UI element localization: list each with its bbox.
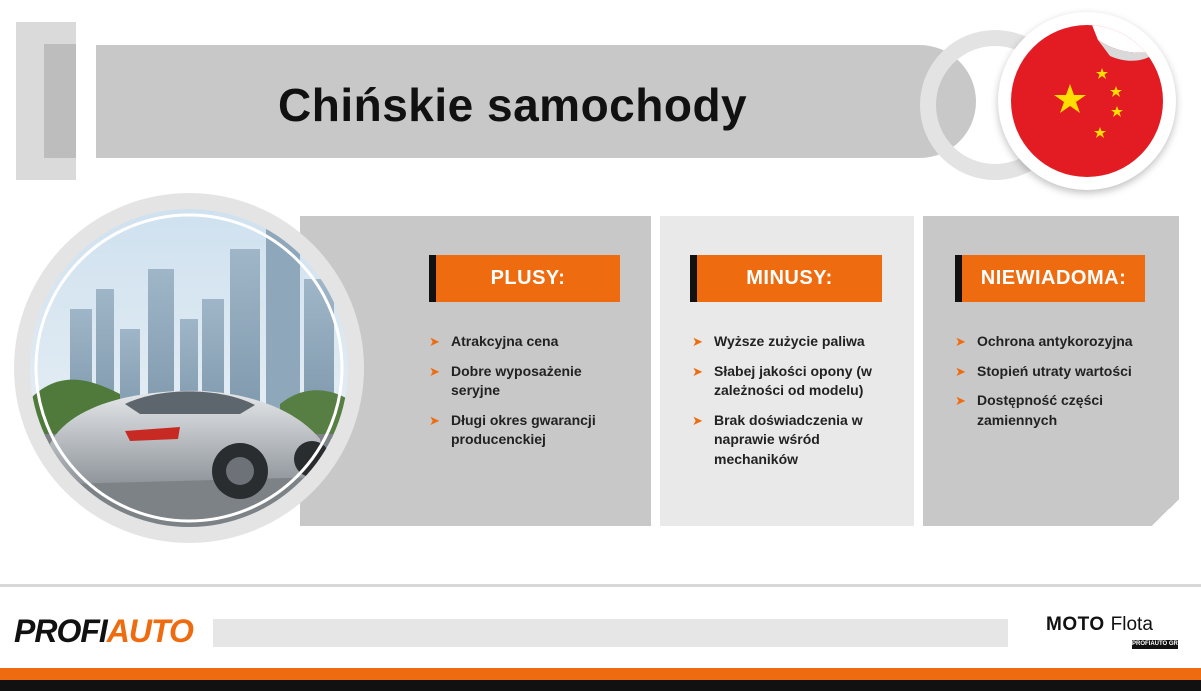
page-title: Chińskie samochody — [278, 79, 748, 131]
decorative-block-left-inner — [44, 44, 76, 158]
arrow-right-icon: ➤ — [692, 334, 703, 349]
list-item — [429, 411, 634, 450]
list-item-text: Dobre wyposażenie seryjne — [451, 362, 582, 398]
footer-bar — [213, 619, 1008, 647]
list-item — [955, 362, 1155, 382]
logo-text-auto: AUTO — [106, 613, 193, 649]
arrow-right-icon: ➤ — [429, 363, 440, 379]
arrow-right-icon: ➤ — [692, 412, 703, 428]
logo-text-moto: MOTO — [1046, 614, 1105, 635]
car-photo-image — [30, 209, 348, 527]
header-plusy: PLUSY: — [429, 255, 620, 302]
car-photo-frame — [14, 193, 364, 543]
logo-subtext: PROFIAUTO GROUP — [1132, 641, 1191, 647]
list-item-text: Dostępność części zamiennych — [977, 392, 1104, 428]
arrow-right-icon: ➤ — [429, 334, 440, 349]
list-minusy — [692, 332, 892, 479]
profiauto-logo — [14, 613, 193, 650]
list-item-text: Atrakcyjna cena — [451, 333, 559, 349]
list-plusy — [429, 332, 634, 460]
bottom-stripe-black — [0, 680, 1201, 691]
logo-text-flota: Flota — [1110, 614, 1153, 635]
list-item-text: Słabej jakości opony (w zależności od modelu) — [714, 362, 872, 398]
list-item-text: Ochrona antykorozyjna — [977, 333, 1133, 349]
list-item — [692, 362, 892, 401]
panel-corner-fold — [1152, 499, 1179, 526]
list-item — [955, 332, 1155, 352]
arrow-right-icon: ➤ — [955, 393, 966, 408]
list-niewiadoma — [955, 332, 1155, 440]
list-item — [429, 332, 634, 352]
arrow-right-icon: ➤ — [955, 363, 966, 379]
list-item-text: Stopień utraty wartości — [977, 362, 1132, 379]
header-niewiadoma: NIEWIADOMA: — [955, 255, 1145, 302]
list-item-text: Wyższe zużycie paliwa — [714, 333, 865, 349]
list-item — [955, 391, 1155, 430]
china-flag-sticker-icon — [998, 12, 1176, 190]
arrow-right-icon: ➤ — [955, 334, 966, 349]
header-minusy: MINUSY: — [690, 255, 882, 302]
arrow-right-icon: ➤ — [692, 363, 703, 379]
arrow-right-icon: ➤ — [429, 412, 440, 428]
motoflota-logo — [1046, 614, 1191, 647]
list-item — [692, 411, 892, 470]
list-item-text: Brak doświadczenia w naprawie wśród mechaników — [714, 411, 863, 467]
list-item — [692, 332, 892, 352]
list-item-text: Długi okres gwarancji producenckiej — [451, 411, 596, 447]
footer-divider — [0, 584, 1201, 587]
list-item — [429, 362, 634, 401]
logo-text-profi: PROFI — [14, 613, 107, 649]
bottom-stripe-orange — [0, 668, 1201, 680]
